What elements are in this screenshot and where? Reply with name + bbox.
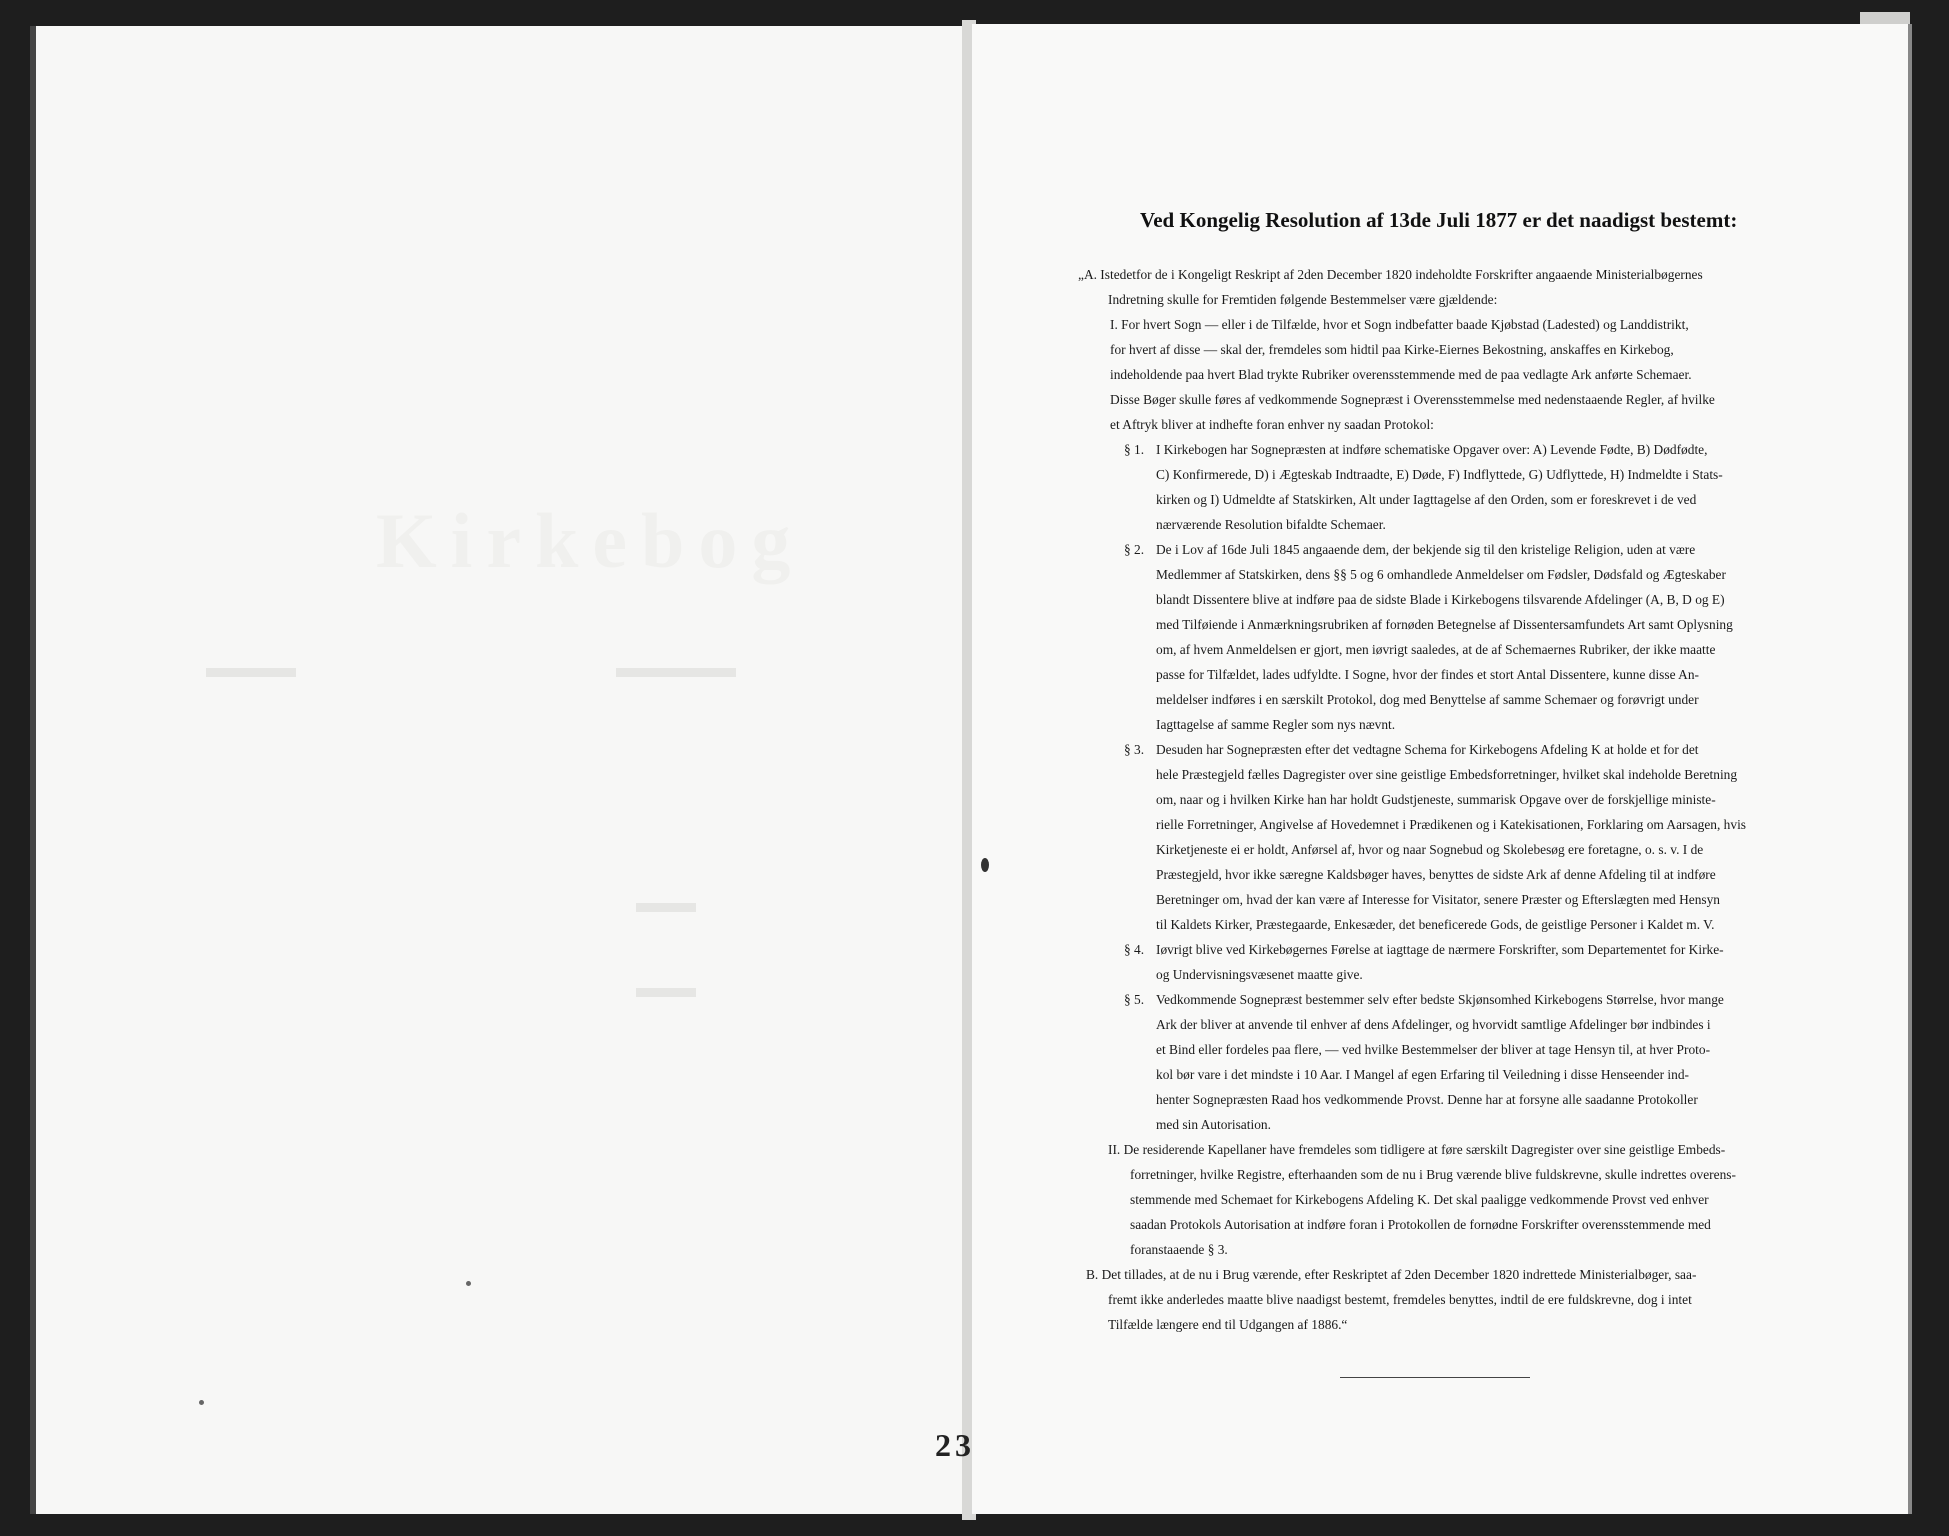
text-line: blandt Dissentere blive at indføre paa de sidste Blade i Kirkebogens tilsvarende Afdelinger (A, B, D og E) [1156,592,1725,607]
text-line: med Tilføiende i Anmærkningsrubriken af fornøden Betegnelse af Dissentersamfundets Art samt Oplysning [1156,617,1733,632]
left-page [30,26,974,1514]
ink-speck [981,858,989,872]
text-line: hele Præstegjeld fælles Dagregister over sine geistlige Embedsforretninger, hvilket skal indeholde Beretning [1156,767,1738,782]
text-line: „A. Istedetfor de i Kongeligt Reskript af 2den December 1820 indeholdte Forskrifter angaaende Ministerialbøgernes [1078,267,1703,282]
paragraph-4 [1124,937,1790,987]
text-line: Kirketjeneste ei er holdt, Anførsel af, hvor og naar Sognebud og Skolebesøg ere foretagne, o. s. v. I de [1156,842,1704,857]
text-line: henter Sognepræsten Raad hos vedkommende Provst. Denne har at forsyne alle saadanne Protokoller [1156,1092,1698,1107]
ink-speck [466,1281,471,1286]
text-line: meldelser indføres i en særskilt Protokol, dog med Benyttelse af samme Schemaer og forøvrigt under [1156,692,1699,707]
text-line: med sin Autorisation. [1156,1117,1271,1132]
section-i [1110,312,1790,437]
text-line: og Undervisningsvæsenet maatte give. [1156,967,1363,982]
text-line: nærværende Resolution bifaldte Schemaer. [1156,517,1386,532]
text-line: Iøvrigt blive ved Kirkebøgernes Førelse at iagttage de nærmere Forskrifter, som Departementet for Kirke- [1156,942,1724,957]
page-number: 23 [935,1427,975,1463]
paragraph-marker: § 3. [1124,742,1145,757]
faint-mark: ▬▬ [636,886,696,919]
text-line: rielle Forretninger, Angivelse af Hovedemnet i Prædikenen og i Katekisationen, Forklaring om Aarsagen, hvis [1156,817,1747,832]
paragraph-1 [1124,437,1790,537]
section-ii [1108,1137,1790,1262]
text-line: Præstegjeld, hvor ikke særegne Kaldsbøger haves, benyttes de sidste Ark af denne Afdeling til at indføre [1156,867,1716,882]
text-line: foranstaaende § 3. [1130,1242,1228,1257]
text-line: II. De residerende Kapellaner have fremdeles som tidligere at føre særskilt Dagregister over sine geistlige Embeds- [1108,1142,1726,1157]
text-line: Desuden har Sognepræsten efter det vedtagne Schema for Kirkebogens Afdeling K at holde et for det [1156,742,1699,757]
text-line: indeholdende paa hvert Blad trykte Rubriker overensstemmende med de paa vedlagte Ark anførte Schemaer. [1110,367,1692,382]
text-line: om, naar og i hvilken Kirke han har holdt Gudstjeneste, summarisk Opgave over de forskjellige ministe- [1156,792,1716,807]
faint-mark: ▬▬ [636,971,696,1004]
text-line: I. For hvert Sogn — eller i de Tilfælde, hvor et Sogn indbefatter baade Kjøbstad (Ladested) og Landdistrikt, [1110,317,1689,332]
paragraph-3 [1124,737,1790,937]
text-line: om, af hvem Anmeldelsen er gjort, men iøvrigt saaledes, at de af Schemaernes Rubriker, der ikke maatte [1156,642,1716,657]
faint-mark: ▬▬▬ [206,651,296,684]
text-line: Tilfælde længere end til Udgangen af 1886.“ [1108,1317,1348,1332]
faint-mark: ▬▬▬▬ [616,651,736,684]
paragraph-5 [1124,987,1790,1137]
text-line: et Aftryk bliver at indhefte foran enhver ny saadan Protokol: [1110,417,1434,432]
section-a [1078,262,1792,312]
closing-rule [1340,1377,1530,1378]
paragraph-marker: § 2. [1124,542,1145,557]
text-line: fremt ikke anderledes maatte blive naadigst bestemt, fremdeles benyttes, indtil de ere fuldskrevne, dog i intet [1108,1292,1692,1307]
paragraph-2 [1124,537,1790,737]
section-b [1086,1262,1790,1337]
text-line: kirken og I) Udmeldte af Statskirken, Alt under Iagttagelse af den Orden, som er foreskrevet i de ved [1156,492,1697,507]
text-line: til Kaldets Kirker, Præstegaarde, Enkesæder, det beneficerede Gods, de geistlige Personer i Kaldet m. V. [1156,917,1715,932]
text-line: Vedkommende Sognepræst bestemmer selv efter bedste Skjønsomhed Kirkebogens Størrelse, hvor mange [1156,992,1724,1007]
paragraph-marker: § 1. [1124,442,1145,457]
text-line: stemmende med Schemaet for Kirkebogens Afdeling K. Det skal paaligge vedkommende Provst ved enhver [1130,1192,1709,1207]
text-line: Indretning skulle for Fremtiden følgende Bestemmelser være gjældende: [1108,292,1498,307]
text-line: Disse Bøger skulle føres af vedkommende Sognepræst i Overensstemmelse med nedenstaaende Regler, af hvilke [1110,392,1715,407]
text-line: C) Konfirmerede, D) i Ægteskab Indtraadte, E) Døde, F) Indflyttede, G) Udflyttede, H) Indmeldte i Stats- [1156,467,1723,482]
text-line: Medlemmer af Statskirken, dens §§ 5 og 6 omhandlede Anmeldelser om Fødsler, Dødsfald og Ægteskaber [1156,567,1726,582]
paragraph-marker: § 5. [1124,992,1145,1007]
ink-speck [199,1400,204,1405]
text-line: for hvert af disse — skal der, fremdeles som hidtil paa Kirke-Eiernes Bekostning, anskaffes en Kirkebog, [1110,342,1674,357]
text-line: De i Lov af 16de Juli 1845 angaaende dem, der bekjende sig til den kristelige Religion, uden at være [1156,542,1696,557]
faint-show-through-title: Kirkebog [376,497,805,584]
text-line: et Bind eller fordeles paa flere, — ved hvilke Bestemmelser der bliver at tage Hensyn til, at hver Proto- [1156,1042,1711,1057]
text-line: forretninger, hvilke Registre, efterhaanden som de nu i Brug værende blive fuldskrevne, skulle indrettes overens- [1130,1167,1736,1182]
text-line: Iagttagelse af samme Regler som nys nævnt. [1156,717,1396,732]
text-line: I Kirkebogen har Sognepræsten at indføre schematiske Opgaver over: A) Levende Fødte, B) Dødfødte, [1156,442,1708,457]
document-title: Ved Kongelig Resolution af 13de Juli 1877 er det naadigst bestemt: [1140,208,1738,232]
text-line: passe for Tilfældet, lades udfyldte. I Sogne, hvor der findes et stort Antal Dissentere, kunne disse An- [1156,667,1699,682]
text-line: Beretninger om, hvad der kan være af Interesse for Visitator, senere Præster og Efterslægten med Hensyn [1156,892,1721,907]
text-line: Ark der bliver at anvende til enhver af dens Afdelinger, og hvorvidt samtlige Afdelinger bør indbindes i [1156,1017,1711,1032]
paragraph-marker: § 4. [1124,942,1145,957]
text-line: kol bør vare i det mindste i 10 Aar. I Mangel af egen Erfaring til Veiledning i disse Henseender ind- [1156,1067,1690,1082]
text-line: B. Det tillades, at de nu i Brug værende, efter Reskriptet af 2den December 1820 indrettede Ministerialbøger, saa- [1086,1267,1697,1282]
text-line: saadan Protokols Autorisation at indføre foran i Protokollen de fornødne Forskrifter overensstemmende med [1130,1217,1711,1232]
